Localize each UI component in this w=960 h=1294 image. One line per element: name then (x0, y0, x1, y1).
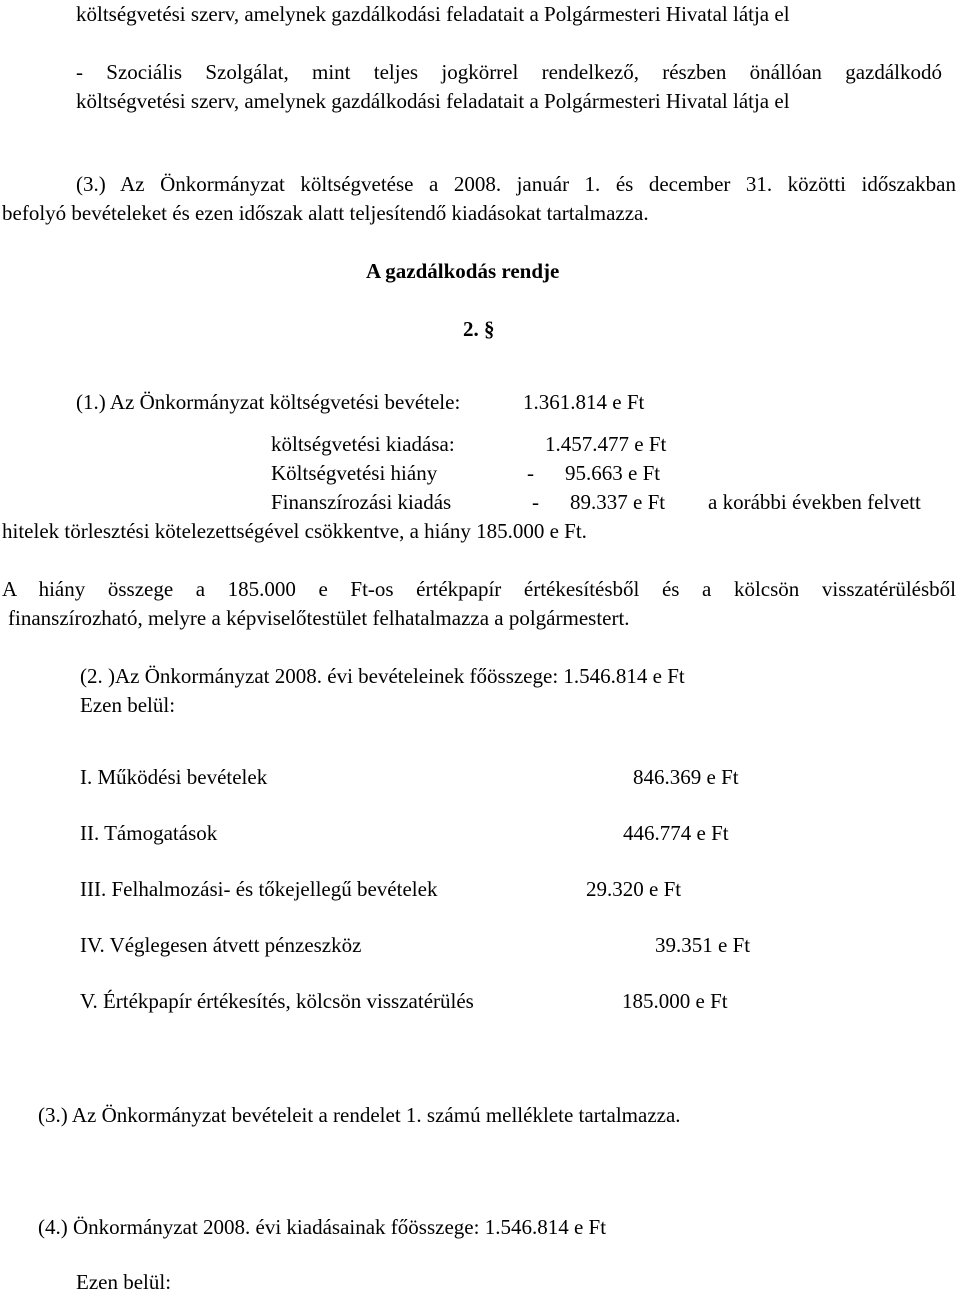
revenue-item-label: I. Működési bevételek (80, 765, 268, 789)
financing-label: Finanszírozási kiadás (271, 490, 452, 514)
revenue-value: 1.361.814 e Ft (523, 390, 645, 414)
financing-note: a korábbi években felvett (708, 490, 921, 514)
expense-value: 1.457.477 e Ft (545, 432, 667, 456)
revenue-item-value: 446.774 e Ft (623, 821, 729, 845)
intro-line-2: - Szociális Szolgálat, mint teljes jogkörrel rendelkező, részben önállóan gazdálkodó (76, 60, 942, 84)
revenue-item-label: II. Támogatások (80, 821, 218, 845)
revenue-item-value: 185.000 e Ft (622, 989, 728, 1013)
para3b: (3.) Az Önkormányzat bevételeit a rendelet 1. számú melléklete tartalmazza. (38, 1103, 681, 1127)
intro-line-1: költségvetési szerv, amelynek gazdálkodási feladatait a Polgármesteri Hivatal látja el (76, 2, 790, 26)
revenue-item-label: III. Felhalmozási- és tőkejellegű bevételek (80, 877, 438, 901)
financing-dash: - (532, 490, 539, 514)
para3-line-2: befolyó bevételeket és ezen időszak alatt teljesítendő kiadásokat tartalmazza. (2, 201, 649, 225)
deficit-para-line-1: A hiány összege a 185.000 e Ft-os értékpapír értékesítésből és a kölcsön visszatérülésből (2, 577, 956, 601)
revenue-item-label: V. Értékpapír értékesítés, kölcsön visszatérülés (80, 989, 474, 1013)
revenue-item-value: 846.369 e Ft (633, 765, 739, 789)
deficit-label: Költségvetési hiány (271, 461, 438, 485)
revenue-item-value: 29.320 e Ft (586, 877, 682, 901)
section-heading: A gazdálkodás rendje (366, 259, 560, 283)
revenues-title: (2. )Az Önkormányzat 2008. évi bevételeinek főösszege: 1.546.814 e Ft (80, 664, 685, 688)
para3-line-1: (3.) Az Önkormányzat költségvetése a 2008. január 1. és december 31. közötti időszakban (76, 172, 956, 196)
revenue-item-value: 39.351 e Ft (655, 933, 751, 957)
expenses-title: (4.) Önkormányzat 2008. évi kiadásainak főösszege: 1.546.814 e Ft (38, 1215, 607, 1239)
deficit-dash: - (527, 461, 534, 485)
financing-continuation: hitelek törlesztési kötelezettségével csökkentve, a hiány 185.000 e Ft. (2, 519, 587, 543)
expenses-subtitle: Ezen belül: (76, 1270, 172, 1294)
revenues-subtitle: Ezen belül: (80, 693, 176, 717)
deficit-para-line-2: finanszírozható, melyre a képviselőtestület felhatalmazza a polgármestert. (8, 606, 630, 630)
intro-line-3: költségvetési szerv, amelynek gazdálkodási feladatait a Polgármesteri Hivatal látja el (76, 89, 790, 113)
section-number: 2. § (463, 317, 495, 341)
revenue-label: (1.) Az Önkormányzat költségvetési bevétele: (76, 390, 461, 414)
revenue-item-label: IV. Véglegesen átvett pénzeszköz (80, 933, 362, 957)
financing-value: 89.337 e Ft (570, 490, 666, 514)
expense-label: költségvetési kiadása: (271, 432, 455, 456)
deficit-value: 95.663 e Ft (565, 461, 661, 485)
